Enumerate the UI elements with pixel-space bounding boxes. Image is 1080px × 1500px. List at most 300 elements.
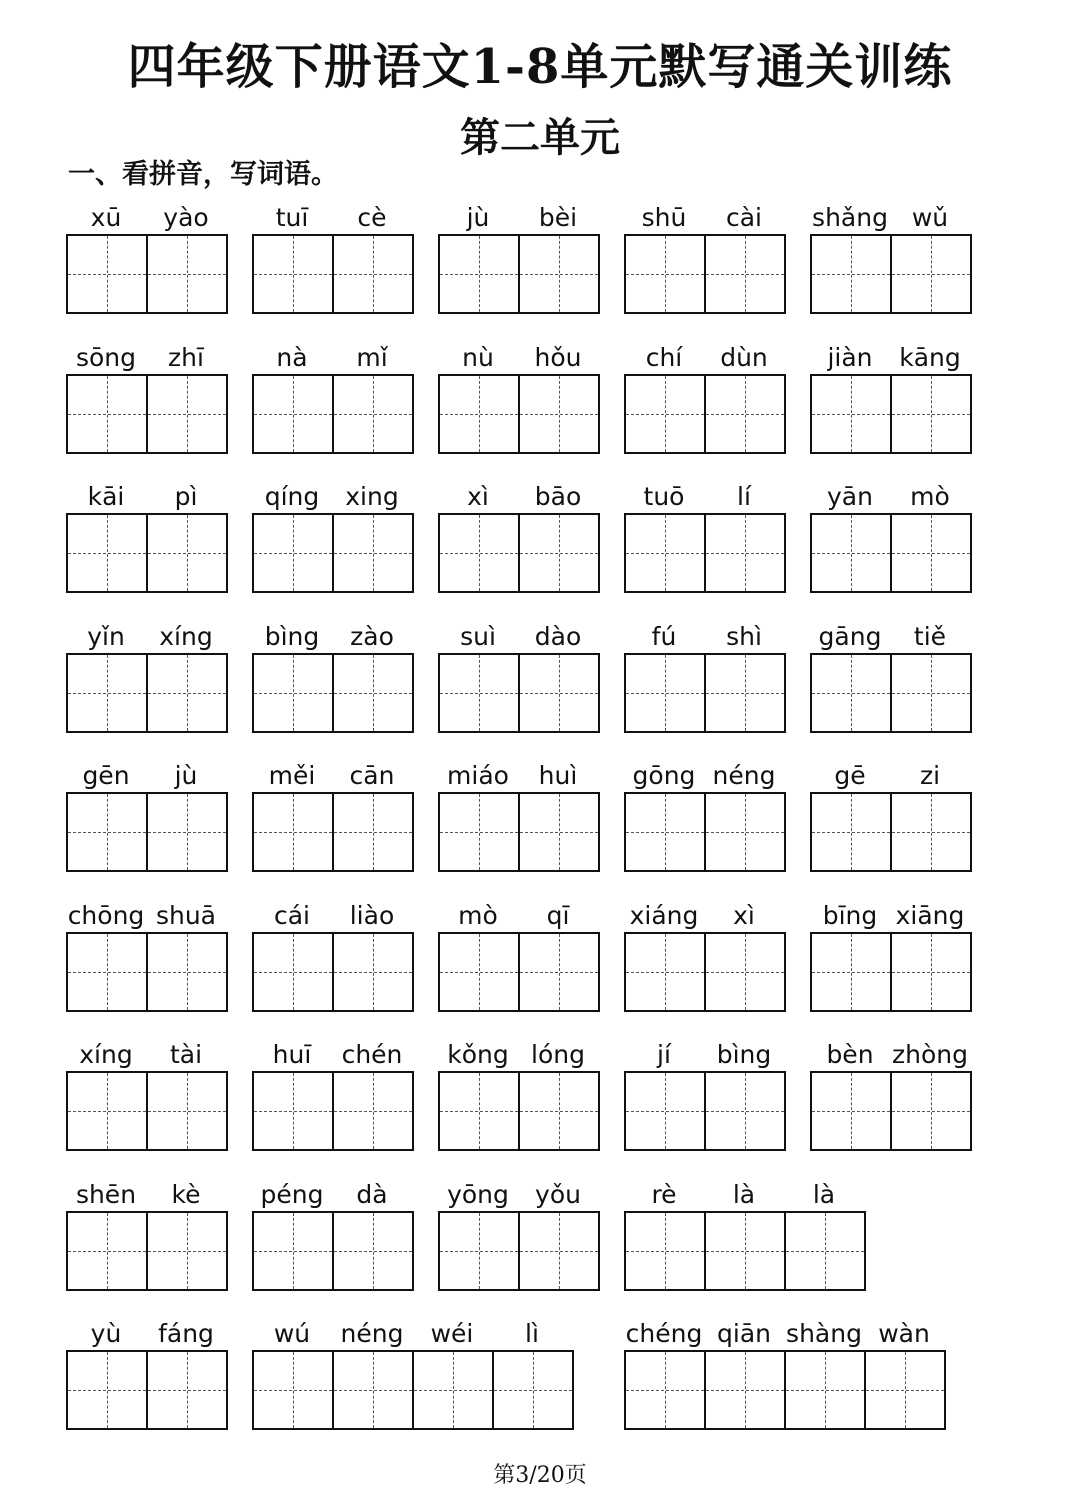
tianzige-cell[interactable]: [146, 515, 226, 591]
tianzige-cell[interactable]: [704, 655, 784, 731]
writing-boxes: [810, 374, 972, 454]
pinyin-syllable: lì: [525, 1319, 539, 1348]
tianzige-cell[interactable]: [704, 515, 784, 591]
tianzige-cell[interactable]: [812, 515, 890, 591]
tianzige-cell[interactable]: [518, 515, 598, 591]
pinyin-syllable: xíng: [79, 1040, 133, 1069]
pinyin-syllable: cái: [273, 900, 310, 930]
tianzige-cell[interactable]: [68, 236, 146, 312]
word-item: [624, 894, 810, 1034]
pinyin-row: [624, 615, 810, 653]
word-item: [810, 894, 996, 1034]
pinyin-row: [810, 754, 996, 792]
pinyin-syllable: jiàn: [827, 342, 873, 372]
writing-boxes: [624, 932, 786, 1012]
tianzige-cell[interactable]: [254, 376, 332, 452]
pinyin-row: [252, 894, 438, 932]
tianzige-cell[interactable]: [864, 1352, 944, 1428]
pinyin-row: [252, 615, 438, 653]
writing-boxes: [252, 1211, 414, 1291]
tianzige-cell[interactable]: [890, 376, 970, 452]
writing-boxes: [624, 1211, 866, 1291]
word-item: [252, 754, 438, 894]
word-item: [66, 615, 252, 755]
tianzige-cell[interactable]: [68, 515, 146, 591]
tianzige-cell[interactable]: [440, 1073, 518, 1149]
tianzige-cell[interactable]: [890, 655, 970, 731]
tianzige-cell[interactable]: [704, 1073, 784, 1149]
pinyin-syllable: xì: [467, 482, 489, 511]
pinyin-syllable: cài: [725, 203, 762, 232]
word-item: [66, 894, 252, 1034]
word-item: [252, 615, 438, 755]
pinyin-syllable: kǒng: [447, 1040, 509, 1069]
word-item: [252, 1173, 438, 1313]
pinyin-row: [624, 336, 810, 374]
tianzige-cell[interactable]: [68, 655, 146, 731]
tianzige-cell[interactable]: [812, 1073, 890, 1149]
pinyin-syllable: wàn: [878, 1319, 930, 1348]
pinyin-syllable: lóng: [531, 1040, 585, 1069]
writing-boxes: [438, 1071, 600, 1151]
tianzige-cell[interactable]: [254, 655, 332, 731]
pinyin-syllable: yào: [163, 203, 209, 232]
pinyin-row: [252, 336, 438, 374]
pinyin-row: [438, 196, 624, 234]
pinyin-word-grid: [66, 196, 996, 1452]
pinyin-row: [66, 475, 252, 513]
word-item: [252, 475, 438, 615]
pinyin-row: [624, 1173, 996, 1211]
tianzige-cell[interactable]: [146, 376, 226, 452]
pinyin-syllable: xiāng: [895, 900, 965, 930]
word-item: [810, 336, 996, 476]
word-item: [438, 196, 624, 336]
writing-boxes: [810, 513, 972, 593]
pinyin-syllable: tiě: [913, 621, 947, 651]
word-item: [624, 615, 810, 755]
tianzige-cell[interactable]: [440, 655, 518, 731]
word-item: [66, 754, 252, 894]
pinyin-row: [252, 1033, 438, 1071]
tianzige-cell[interactable]: [254, 236, 332, 312]
pinyin-syllable: měi: [268, 761, 316, 790]
pinyin-syllable: shuā: [155, 900, 217, 930]
word-item: [624, 196, 810, 336]
pinyin-syllable: jí: [657, 1040, 671, 1069]
exercise-instruction: 一、看拼音，写词语。: [68, 159, 338, 190]
pinyin-syllable: pì: [174, 482, 198, 511]
writing-boxes: [624, 513, 786, 593]
pinyin-syllable: qíng: [264, 482, 320, 511]
word-item: [624, 1312, 996, 1452]
word-item: [810, 475, 996, 615]
tianzige-cell[interactable]: [812, 934, 890, 1010]
pinyin-row: [624, 196, 810, 234]
pinyin-syllable: zhòng: [892, 1040, 968, 1069]
pinyin-row: [66, 1033, 252, 1071]
pinyin-syllable: miáo: [447, 761, 509, 790]
tianzige-cell[interactable]: [518, 1073, 598, 1149]
word-item: [66, 196, 252, 336]
pinyin-syllable: yān: [827, 482, 873, 511]
pinyin-row: [438, 475, 624, 513]
tianzige-cell[interactable]: [518, 376, 598, 452]
writing-boxes: [624, 374, 786, 454]
pinyin-syllable: rè: [651, 1179, 677, 1209]
pinyin-syllable: dào: [534, 621, 582, 651]
tianzige-cell[interactable]: [332, 515, 412, 591]
writing-boxes: [252, 374, 414, 454]
tianzige-cell[interactable]: [146, 236, 226, 312]
tianzige-cell[interactable]: [704, 934, 784, 1010]
pinyin-row: [438, 336, 624, 374]
pinyin-row: [438, 1033, 624, 1071]
tianzige-cell[interactable]: [784, 1352, 864, 1428]
pinyin-row: [810, 336, 996, 374]
writing-boxes: [438, 513, 600, 593]
tianzige-cell[interactable]: [332, 1073, 412, 1149]
pinyin-syllable: mǐ: [356, 342, 388, 372]
tianzige-cell[interactable]: [518, 794, 598, 870]
pinyin-syllable: qiān: [717, 1319, 771, 1348]
pinyin-syllable: yǒu: [535, 1179, 581, 1209]
writing-boxes: [438, 792, 600, 872]
tianzige-cell[interactable]: [518, 1213, 598, 1289]
word-item: [66, 1033, 252, 1173]
pinyin-syllable: gāng: [818, 621, 882, 651]
word-item: [66, 475, 252, 615]
word-item: [66, 336, 252, 476]
pinyin-syllable: xiáng: [629, 900, 699, 930]
writing-boxes: [624, 1071, 786, 1151]
pinyin-syllable: bèi: [538, 203, 578, 232]
pinyin-row: [624, 894, 810, 932]
pinyin-row: [252, 196, 438, 234]
pinyin-row: [438, 754, 624, 792]
pinyin-syllable: wú: [273, 1319, 311, 1348]
tianzige-cell[interactable]: [518, 236, 598, 312]
tianzige-cell[interactable]: [518, 655, 598, 731]
pinyin-syllable: dùn: [720, 342, 768, 372]
tianzige-cell[interactable]: [890, 934, 970, 1010]
tianzige-cell[interactable]: [626, 794, 704, 870]
writing-boxes: [624, 792, 786, 872]
tianzige-cell[interactable]: [412, 1352, 492, 1428]
writing-boxes: [438, 653, 600, 733]
word-item: [810, 754, 996, 894]
word-item: [66, 1173, 252, 1313]
tianzige-cell[interactable]: [890, 515, 970, 591]
word-item: [438, 336, 624, 476]
tianzige-cell[interactable]: [254, 1073, 332, 1149]
pinyin-syllable: xing: [345, 482, 399, 511]
pinyin-syllable: chéng: [625, 1319, 703, 1348]
pinyin-row: [252, 754, 438, 792]
pinyin-syllable: xì: [733, 900, 755, 930]
tianzige-cell[interactable]: [254, 934, 332, 1010]
tianzige-cell[interactable]: [68, 1213, 146, 1289]
tianzige-cell[interactable]: [440, 1213, 518, 1289]
unit-title: 第二单元: [460, 114, 620, 161]
pinyin-syllable: bīng: [822, 900, 878, 930]
word-item: [810, 1033, 996, 1173]
word-item: [810, 615, 996, 755]
pinyin-syllable: lí: [737, 482, 751, 511]
pinyin-row: [810, 196, 996, 234]
tianzige-cell[interactable]: [146, 655, 226, 731]
pinyin-syllable: sōng: [75, 342, 137, 372]
pinyin-syllable: chōng: [67, 900, 145, 930]
pinyin-syllable: yù: [90, 1319, 122, 1348]
pinyin-syllable: shì: [726, 621, 762, 651]
writing-boxes: [66, 234, 228, 314]
tianzige-cell[interactable]: [68, 934, 146, 1010]
writing-boxes: [624, 234, 786, 314]
tianzige-cell[interactable]: [146, 1073, 226, 1149]
tianzige-cell[interactable]: [440, 376, 518, 452]
tianzige-cell[interactable]: [626, 1352, 704, 1428]
pinyin-syllable: yōng: [447, 1179, 509, 1209]
writing-boxes: [252, 1350, 574, 1430]
pinyin-row: [810, 475, 996, 513]
writing-boxes: [66, 1071, 228, 1151]
pinyin-syllable: péng: [260, 1179, 324, 1209]
tianzige-cell[interactable]: [626, 515, 704, 591]
pinyin-row: [438, 1173, 624, 1211]
pinyin-syllable: qī: [546, 900, 570, 930]
pinyin-syllable: gē: [834, 761, 866, 790]
pinyin-syllable: shàng: [786, 1319, 862, 1348]
tianzige-cell[interactable]: [440, 236, 518, 312]
writing-boxes: [66, 374, 228, 454]
pinyin-syllable: hǒu: [534, 342, 582, 372]
tianzige-cell[interactable]: [626, 655, 704, 731]
writing-boxes: [66, 932, 228, 1012]
writing-boxes: [810, 234, 972, 314]
tianzige-cell[interactable]: [626, 1073, 704, 1149]
writing-boxes: [438, 234, 600, 314]
tianzige-cell[interactable]: [332, 1352, 412, 1428]
pinyin-syllable: dà: [356, 1179, 388, 1209]
writing-boxes: [66, 792, 228, 872]
writing-boxes: [66, 513, 228, 593]
pinyin-syllable: gōng: [632, 761, 696, 790]
word-item: [624, 475, 810, 615]
pinyin-row: [66, 336, 252, 374]
pinyin-syllable: liào: [349, 900, 395, 930]
writing-boxes: [624, 653, 786, 733]
writing-boxes: [252, 932, 414, 1012]
tianzige-cell[interactable]: [332, 236, 412, 312]
pinyin-syllable: tài: [169, 1040, 203, 1069]
tianzige-cell[interactable]: [890, 236, 970, 312]
tianzige-cell[interactable]: [812, 376, 890, 452]
pinyin-syllable: néng: [340, 1319, 404, 1348]
writing-boxes: [66, 1350, 228, 1430]
writing-boxes: [624, 1350, 946, 1430]
pinyin-syllable: là: [732, 1179, 756, 1209]
tianzige-cell[interactable]: [440, 515, 518, 591]
pinyin-row: [252, 1312, 624, 1350]
pinyin-syllable: là: [812, 1179, 836, 1209]
pinyin-row: [438, 894, 624, 932]
tianzige-cell[interactable]: [890, 794, 970, 870]
tianzige-cell[interactable]: [704, 236, 784, 312]
pinyin-row: [624, 1312, 996, 1350]
pinyin-syllable: mò: [910, 482, 950, 511]
pinyin-syllable: nù: [462, 342, 494, 372]
pinyin-syllable: jù: [174, 761, 198, 790]
pinyin-syllable: bìng: [716, 1040, 772, 1069]
word-item: [624, 336, 810, 476]
pinyin-syllable: bìng: [264, 621, 320, 651]
word-item: [252, 1312, 624, 1452]
pinyin-syllable: xū: [90, 203, 122, 232]
tianzige-cell[interactable]: [146, 934, 226, 1010]
pinyin-row: [438, 615, 624, 653]
pinyin-row: [66, 1312, 252, 1350]
writing-boxes: [438, 374, 600, 454]
tianzige-cell[interactable]: [626, 934, 704, 1010]
tianzige-cell[interactable]: [146, 794, 226, 870]
tianzige-cell[interactable]: [812, 794, 890, 870]
pinyin-syllable: suì: [460, 621, 496, 651]
pinyin-syllable: néng: [712, 761, 776, 790]
pinyin-syllable: zi: [919, 761, 941, 790]
word-item: [252, 196, 438, 336]
tianzige-cell[interactable]: [440, 794, 518, 870]
word-item: [624, 754, 810, 894]
pinyin-syllable: chí: [645, 342, 683, 372]
writing-boxes: [438, 932, 600, 1012]
word-item: [252, 1033, 438, 1173]
page-number: 第3/20页: [493, 1463, 587, 1488]
tianzige-cell[interactable]: [332, 934, 412, 1010]
pinyin-syllable: xíng: [159, 621, 213, 651]
tianzige-cell[interactable]: [146, 1213, 226, 1289]
word-item: [624, 1033, 810, 1173]
pinyin-syllable: jù: [466, 203, 490, 232]
pinyin-syllable: chén: [341, 1040, 403, 1069]
pinyin-row: [624, 475, 810, 513]
pinyin-syllable: mò: [458, 900, 498, 930]
tianzige-cell[interactable]: [68, 1352, 146, 1428]
tianzige-cell[interactable]: [784, 1213, 864, 1289]
tianzige-cell[interactable]: [332, 794, 412, 870]
pinyin-syllable: wéi: [430, 1319, 474, 1348]
pinyin-row: [66, 1173, 252, 1211]
pinyin-syllable: yǐn: [87, 621, 125, 651]
pinyin-syllable: bāo: [534, 482, 582, 511]
pinyin-row: [66, 615, 252, 653]
writing-boxes: [252, 653, 414, 733]
writing-boxes: [252, 1071, 414, 1151]
pinyin-row: [66, 196, 252, 234]
pinyin-syllable: tuō: [643, 482, 685, 511]
word-item: [810, 196, 996, 336]
pinyin-syllable: fú: [651, 621, 677, 651]
tianzige-cell[interactable]: [492, 1352, 572, 1428]
tianzige-cell[interactable]: [254, 1352, 332, 1428]
word-item: [438, 1173, 624, 1313]
pinyin-syllable: nà: [276, 342, 308, 372]
tianzige-cell[interactable]: [812, 236, 890, 312]
word-item: [252, 336, 438, 476]
tianzige-cell[interactable]: [254, 515, 332, 591]
writing-boxes: [66, 653, 228, 733]
writing-boxes: [252, 513, 414, 593]
tianzige-cell[interactable]: [704, 1213, 784, 1289]
pinyin-syllable: gēn: [82, 761, 130, 790]
tianzige-cell[interactable]: [146, 1352, 226, 1428]
pinyin-syllable: cān: [349, 761, 395, 790]
pinyin-syllable: bèn: [826, 1040, 874, 1069]
tianzige-cell[interactable]: [890, 1073, 970, 1149]
tianzige-cell[interactable]: [68, 376, 146, 452]
tianzige-cell[interactable]: [626, 1213, 704, 1289]
writing-boxes: [810, 653, 972, 733]
pinyin-syllable: shū: [641, 203, 687, 232]
word-item: [438, 754, 624, 894]
word-item: [438, 894, 624, 1034]
pinyin-syllable: shǎng: [812, 203, 888, 232]
pinyin-row: [810, 894, 996, 932]
tianzige-cell[interactable]: [704, 794, 784, 870]
writing-boxes: [252, 234, 414, 314]
pinyin-syllable: shēn: [75, 1179, 137, 1209]
pinyin-syllable: fáng: [158, 1319, 214, 1348]
tianzige-cell[interactable]: [332, 655, 412, 731]
pinyin-syllable: kāng: [899, 342, 961, 372]
word-item: [438, 1033, 624, 1173]
tianzige-cell[interactable]: [440, 934, 518, 1010]
writing-boxes: [810, 932, 972, 1012]
tianzige-cell[interactable]: [254, 1213, 332, 1289]
pinyin-row: [810, 1033, 996, 1071]
tianzige-cell[interactable]: [68, 794, 146, 870]
word-item: [624, 1173, 996, 1313]
pinyin-syllable: huī: [272, 1040, 312, 1069]
tianzige-cell[interactable]: [68, 1073, 146, 1149]
pinyin-row: [810, 615, 996, 653]
pinyin-syllable: kāi: [87, 482, 125, 511]
tianzige-cell[interactable]: [626, 236, 704, 312]
pinyin-row: [66, 894, 252, 932]
tianzige-cell[interactable]: [626, 376, 704, 452]
pinyin-syllable: tuī: [275, 203, 309, 232]
tianzige-cell[interactable]: [254, 794, 332, 870]
pinyin-row: [252, 475, 438, 513]
pinyin-row: [624, 754, 810, 792]
pinyin-syllable: wǔ: [911, 203, 949, 232]
worksheet-title: 四年级下册语文1-8单元默写通关训练: [127, 39, 953, 95]
tianzige-cell[interactable]: [704, 1352, 784, 1428]
tianzige-cell[interactable]: [332, 376, 412, 452]
pinyin-row: [66, 754, 252, 792]
word-item: [438, 475, 624, 615]
tianzige-cell[interactable]: [518, 934, 598, 1010]
pinyin-syllable: cè: [357, 203, 387, 232]
pinyin-syllable: zhī: [168, 342, 204, 372]
tianzige-cell[interactable]: [704, 376, 784, 452]
tianzige-cell[interactable]: [812, 655, 890, 731]
writing-boxes: [252, 792, 414, 872]
writing-boxes: [810, 792, 972, 872]
writing-boxes: [438, 1211, 600, 1291]
tianzige-cell[interactable]: [332, 1213, 412, 1289]
writing-boxes: [66, 1211, 228, 1291]
